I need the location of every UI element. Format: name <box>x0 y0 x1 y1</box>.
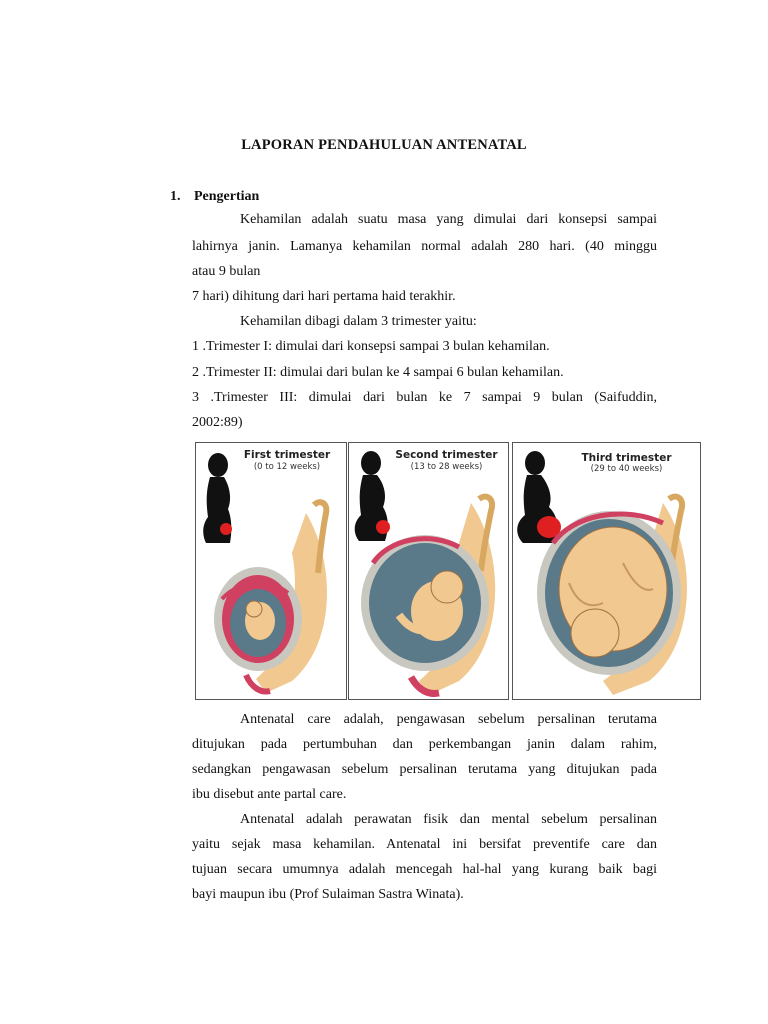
paragraph-line: yaitu sejak masa kehamilan. Antenatal ini bersifat preventife care dan <box>192 837 657 852</box>
document-title: LAPORAN PENDAHULUAN ANTENATAL <box>241 137 527 153</box>
paragraph-line: Kehamilan adalah suatu masa yang dimulai dari konsepsi sampai <box>240 212 657 227</box>
panel-subtitle: (0 to 12 weeks) <box>253 462 321 472</box>
paragraph-line: Antenatal adalah perawatan fisik dan mental sebelum persalinan <box>240 812 657 827</box>
first-trimester-panel <box>195 442 347 700</box>
section-heading <box>170 189 259 205</box>
paragraph-line: lahirnya janin. Lamanya kehamilan normal adalah 280 hari. (40 minggu <box>192 239 657 254</box>
panel-title: First trimester <box>243 449 331 461</box>
section-number: 1. <box>170 189 181 204</box>
paragraph-line: sedangkan pengawasan sebelum persalinan terutama yang ditujukan pada <box>192 762 657 777</box>
paragraph-line: 7 hari) dihitung dari hari pertama haid terakhir. <box>192 289 456 304</box>
third-trimester-panel <box>512 442 701 700</box>
third-trimester-illustration <box>513 443 700 699</box>
paragraph-line: Antenatal care adalah, pengawasan sebelum persalinan terutama <box>240 712 657 727</box>
section-title: Pengertian <box>194 189 260 204</box>
uterus-marker-icon <box>220 523 232 535</box>
first-trimester-illustration <box>196 443 346 699</box>
second-trimester-panel <box>348 442 509 700</box>
paragraph-line: ibu disebut ante partal care. <box>192 787 347 802</box>
trimester-item: 2002:89) <box>192 415 243 430</box>
paragraph-line: Kehamilan dibagi dalam 3 trimester yaitu: <box>240 314 477 329</box>
trimester-item: 1 .Trimester I: dimulai dari konsepsi sampai 3 bulan kehamilan. <box>192 339 550 354</box>
panel-title: Third trimester <box>581 452 672 464</box>
second-trimester-illustration <box>349 443 508 699</box>
trimester-figure <box>193 439 702 701</box>
paragraph-line: atau 9 bulan <box>192 264 261 279</box>
panel-title: Second trimester <box>395 449 498 461</box>
trimester-item: 2 .Trimester II: dimulai dari bulan ke 4 sampai 6 bulan kehamilan. <box>192 365 564 380</box>
panel-subtitle: (13 to 28 weeks) <box>410 462 483 472</box>
uterus-marker-icon <box>376 520 390 534</box>
trimester-item: 3 .Trimester III: dimulai dari bulan ke 7 sampai 9 bulan (Saifuddin, <box>192 390 657 405</box>
paragraph-line: ditujukan pada pertumbuhan dan perkembangan janin dalam rahim, <box>192 737 657 752</box>
paragraph-line: tujuan secara umumnya adalah mencegah hal-hal yang kurang baik bagi <box>192 862 657 877</box>
panel-subtitle: (29 to 40 weeks) <box>590 464 663 474</box>
paragraph-line: bayi maupun ibu (Prof Sulaiman Sastra Winata). <box>192 887 464 902</box>
